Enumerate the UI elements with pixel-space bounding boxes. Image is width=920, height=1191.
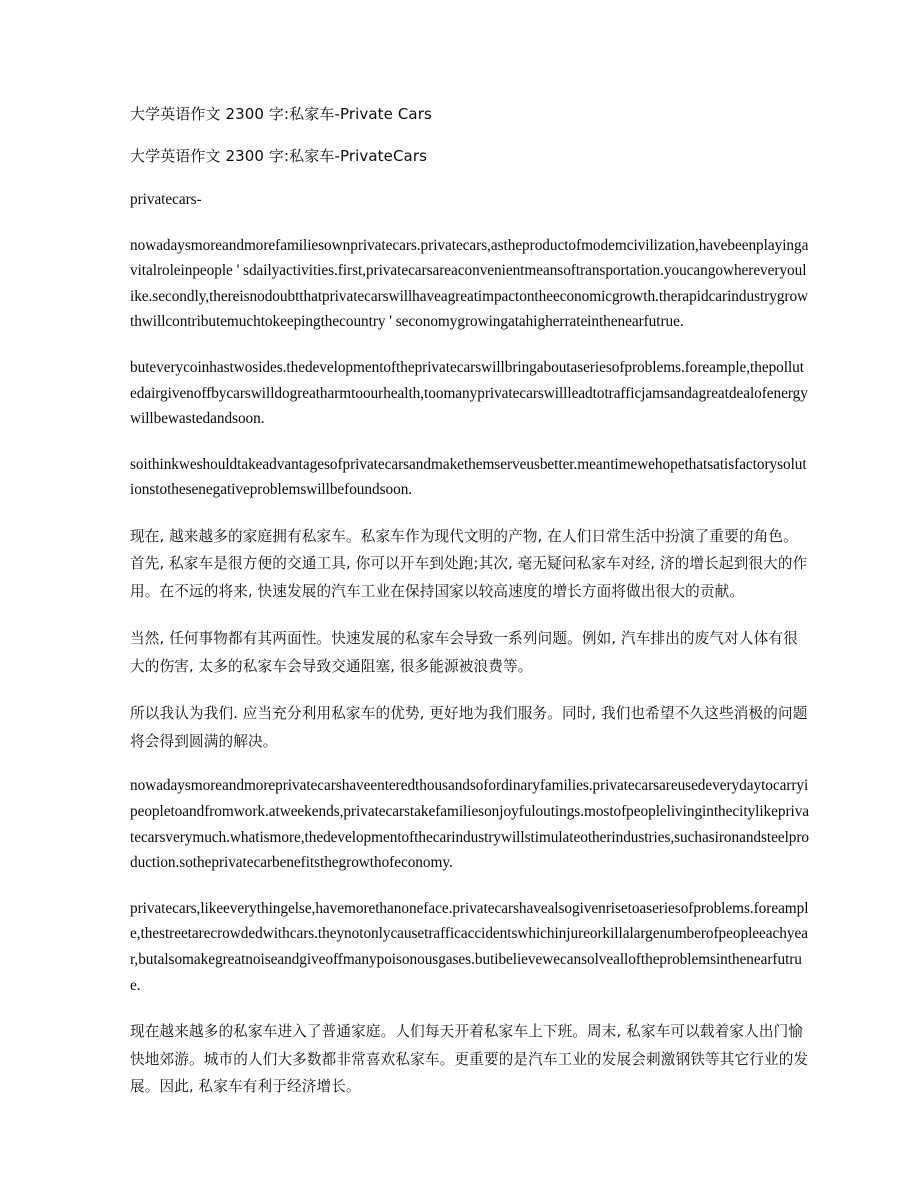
document-body [130,104,810,1101]
paragraph-en-1: nowadaysmoreandmorefamiliesownprivatecars.privatecars,astheproductofmodemcivilization,havebeenplayingavitalroleinpeople ' sdailyactivities.first,privatecarsareaconvenientmeansoftransportation.youcangowhereveryoulike.secondly,thereisnodoubtthatprivatecarswillhaveagreatimpactontheeconomicgrowth.therapidcarindustrygrowthwillcontributemuchtokeepingthecountry ' seconomygrowingatahigherrateinthenearfutrue. [130,236,809,331]
paragraph-zh-3: 所以我认为我们. 应当充分利用私家车的优势, 更好地为我们服务。同时, 我们也希望不久这些消极的问题将会得到圆满的解决。 [130,705,808,750]
paragraph-zh-1: 现在, 越来越多的家庭拥有私家车。私家车作为现代文明的产物, 在人们日常生活中扮演了重要的角色。首先, 私家车是很方便的交通工具, 你可以开车到处跑;其次, 毫无疑问私家车对经, 济的增长起到很大的作用。在不远的将来, 快速发展的汽车工业在保持国家以较高速度的增长方面将做出很大的贡献。 [130,527,808,600]
paragraph-zh-4: 现在越来越多的私家车进入了普通家庭。人们每天开着私家车上下班。周末, 私家车可以载着家人出门愉快地郊游。城市的人们大多数都非常喜欢私家车。更重要的是汽车工业的发展会刺激钢铁等其它行业的发展。因此, 私家车有利于经济增长。 [130,1023,809,1096]
document-subtitle: 大学英语作文 2300 字:私家车-PrivateCars [130,147,428,165]
lead-paragraph: privatecars- [130,191,202,208]
paragraph-en-5: privatecars,likeeverythingelse,havemorethanoneface.privatecarshavealsogivenrisetoaseriesofproblems.foreample,thestreetarecrowdedwithcars.theynotonlycausetrafficaccidentswhichinjureorkillalargenumberofpeopleeachyear,butalsomakegreatnoiseandgiveoffmanypoisonousgases.butibelievewecansolvealloftheproblemsinthenearfutrue. [130,899,809,994]
paragraph-zh-2: 当然, 任何事物都有其两面性。快速发展的私家车会导致一系列问题。例如, 汽车排出的废气对人体有很大的伤害, 太多的私家车会导致交通阻塞, 很多能源被浪费等。 [130,630,798,675]
page-title: 大学英语作文 2300 字:私家车-Private Cars [130,105,432,123]
paragraph-en-3: soithinkweshouldtakeadvantagesofprivatecarsandmakethemserveusbetter.meantimewehopethatsatisfactorysolutionstothesenegativeproblemswillbefoundsoon. [130,455,807,499]
paragraph-en-2: buteverycoinhastwosides.thedevelopmentoftheprivatecarswillbringaboutaseriesofproblems.foreample,thepollutedairgivenoffbycarswilldogreatharmtoourhealth,toomanyprivatecarswillleadtotrafficjamsandagreatdealofenergywillbewastedandsoon. [130,358,808,428]
paragraph-en-4: nowadaysmoreandmoreprivatecarshaveenteredthousandsofordinaryfamilies.privatecarsareusedeverydaytocarryipeopletoandfromwork.atweekends,privatecarstakefamiliesonjoyfuloutings.mostofpeoplelivinginthecitylikeprivatecarsverymuch.whatismore,thedevelopmentofthecarindustrywillstimulateotherindustries,suchasironandsteelproduction.sotheprivatecarbenefitsthegrowthofeconomy. [130,777,810,872]
